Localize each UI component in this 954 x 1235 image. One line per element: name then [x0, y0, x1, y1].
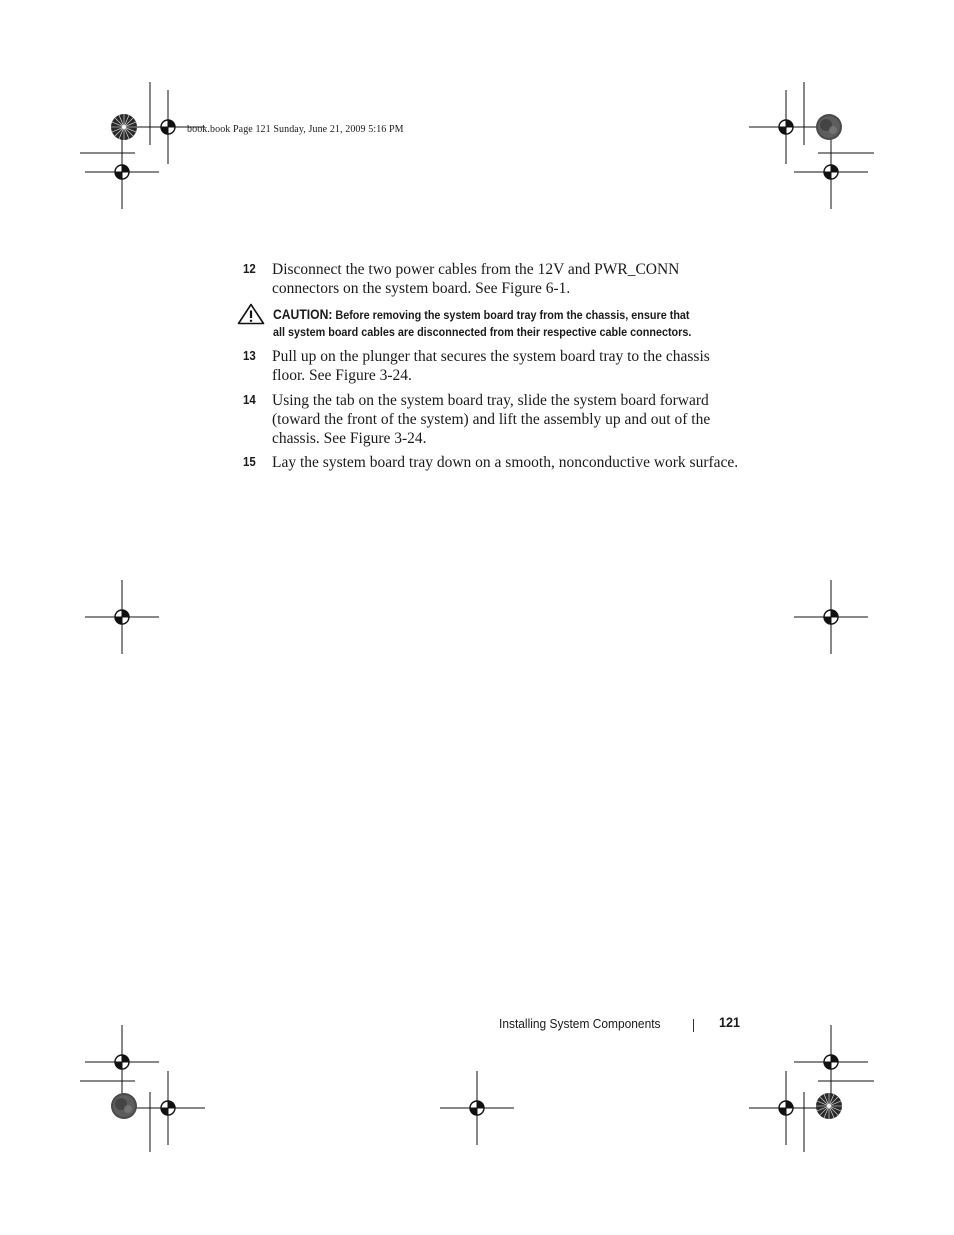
step-text: [272, 391, 747, 448]
caution-note: [273, 306, 705, 341]
step-number: 15: [243, 454, 256, 469]
step-number: 14: [243, 392, 256, 407]
footer-section-title: Installing System Components: [499, 1016, 661, 1031]
caution-text-line-1: Before removing the system board tray from the chassis, ensure that: [335, 308, 690, 322]
warning-triangle-icon: [237, 303, 265, 325]
step-line: Lay the system board tray down on a smooth, nonconductive work surface.: [272, 454, 739, 471]
caution-label: CAUTION:: [273, 307, 333, 322]
step-line: Using the tab on the system board tray, slide the system board forward: [272, 392, 709, 409]
step-line: (toward the front of the system) and lift the assembly up and out of the: [272, 411, 711, 428]
print-slug: book.book Page 121 Sunday, June 21, 2009 5:16 PM: [187, 124, 404, 135]
step-number: 12: [243, 261, 256, 276]
step-text: [272, 260, 747, 298]
step-text: [272, 347, 747, 385]
step-number: 13: [243, 348, 256, 363]
page-number: 121: [719, 1014, 741, 1030]
step-line: connectors on the system board. See Figure 6-1.: [272, 280, 571, 297]
step-line: chassis. See Figure 3-24.: [272, 430, 427, 447]
step-line: Disconnect the two power cables from the 12V and PWR_CONN: [272, 261, 680, 278]
step-line: Pull up on the plunger that secures the system board tray to the chassis: [272, 348, 710, 365]
step-line: floor. See Figure 3-24.: [272, 367, 412, 384]
caution-text-line-2: all system board cables are disconnected from their respective cable connectors.: [273, 325, 692, 339]
footer-divider: [693, 1019, 694, 1032]
step-text: [272, 453, 747, 472]
